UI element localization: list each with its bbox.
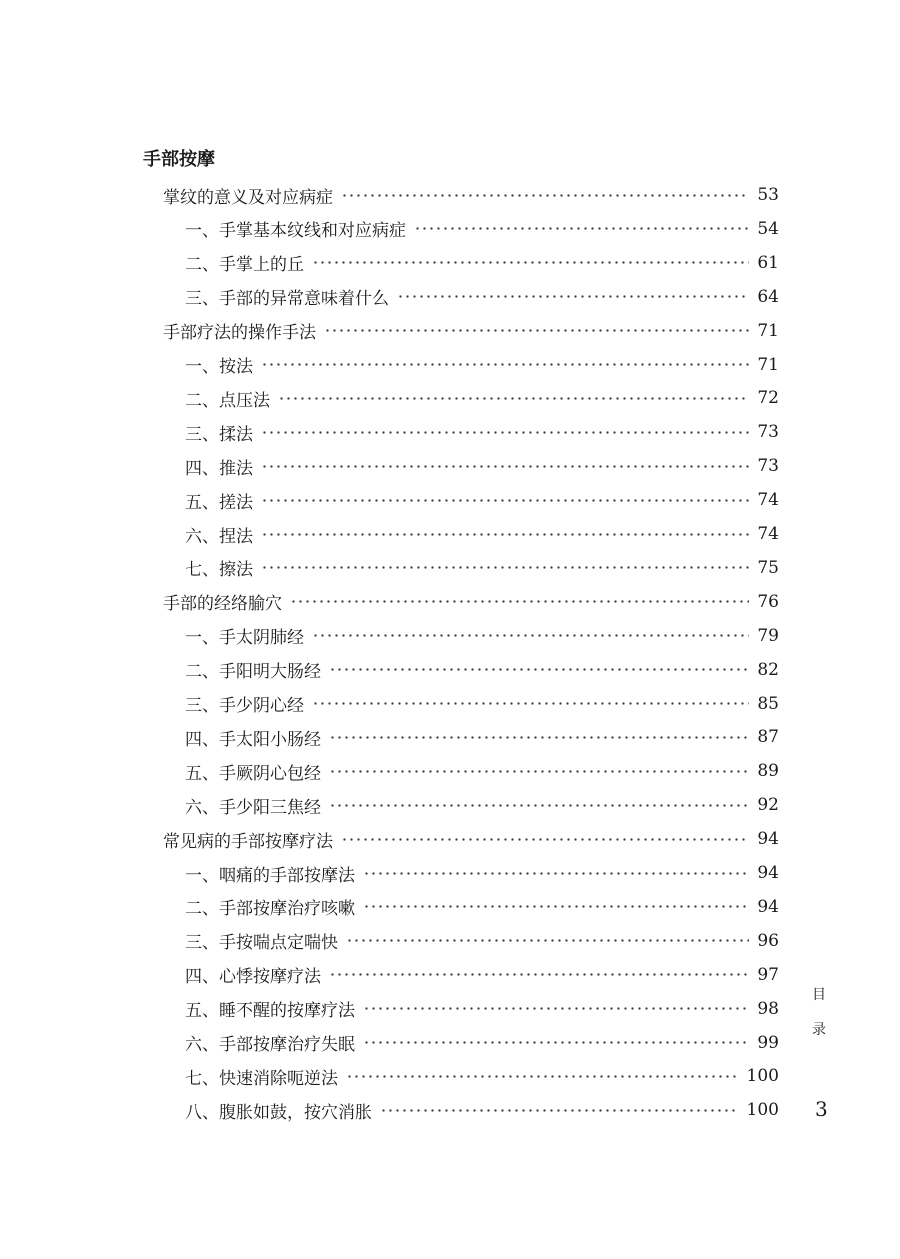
toc-entry-title: 一、手太阴肺经 [185,628,304,649]
dot-leader [312,261,749,264]
toc-entry-page: 74 [757,524,779,544]
dot-leader [278,397,749,400]
toc-entry-page: 73 [757,422,779,443]
toc-sub-entry[interactable] [185,1028,779,1058]
toc-entry-page: 94 [757,829,779,850]
toc-entry-title: 七、快速消除呃逆法 [185,1068,338,1089]
toc-entry-page: 87 [757,727,779,748]
dot-leader [341,194,749,197]
toc-sub-entry[interactable] [185,519,779,549]
toc-entry-title: 常见病的手部按摩疗法 [163,831,333,852]
toc-entry-page: 79 [757,625,779,646]
toc-entry-page: 94 [757,896,779,917]
dot-leader [261,465,749,468]
dot-leader [329,973,749,976]
toc-chapter-entry[interactable] [163,587,779,617]
toc-sub-entry[interactable] [185,282,779,312]
toc-entry-page: 82 [757,659,779,680]
toc-entry-title: 手部的经络腧穴 [163,594,282,615]
dot-leader [261,566,749,569]
dot-leader [363,1007,749,1010]
dot-leader [329,770,749,773]
dot-leader [324,329,749,332]
toc-sub-entry[interactable] [185,350,779,380]
toc-entry-page: 71 [757,354,779,375]
toc-sub-entry[interactable] [185,655,779,685]
dot-leader [312,634,749,637]
toc-entry-title: 六、手部按摩治疗失眠 [185,1035,355,1055]
toc-entry-page: 92 [757,795,779,816]
toc-sub-entry[interactable] [185,926,779,956]
toc-sub-entry[interactable] [185,790,779,820]
toc-sub-entry[interactable] [185,417,779,447]
toc-entry-title: 一、按法 [185,357,253,377]
dot-leader [261,499,749,502]
toc-entry-page: 89 [757,761,779,782]
toc-entry-title: 五、手厥阴心包经 [185,763,321,784]
toc-entry-title: 五、搓法 [185,492,253,513]
toc-entry-title: 三、手少阴心经 [185,696,304,716]
toc-entry-title: 五、睡不醒的按摩疗法 [185,1001,355,1022]
toc-entry-title: 二、手阳明大肠经 [185,662,321,683]
toc-chapter-entry[interactable] [163,824,779,854]
dot-leader [363,1041,749,1044]
dot-leader [261,363,749,366]
toc-entry-title: 手部疗法的操作手法 [163,323,316,344]
toc-entry-page: 53 [757,185,779,205]
dot-leader [261,533,749,536]
page-number: 3 [815,1097,828,1121]
toc-entry-title: 八、腹胀如鼓，按穴消胀 [185,1102,372,1123]
section-title: 手部按摩 [143,149,215,170]
dot-leader [329,736,749,739]
dot-leader [341,838,749,841]
toc-entry-title: 三、手部的异常意味着什么 [185,289,389,310]
toc-entry-page: 61 [757,252,779,273]
toc-entry-page: 72 [757,388,779,409]
toc-sub-entry[interactable] [185,858,779,888]
toc-entry-title: 二、点压法 [185,390,270,411]
toc-entry-title: 四、手太阳小肠经 [185,729,321,750]
toc-entry-page: 85 [757,693,779,714]
toc-entry-page: 100 [746,1066,779,1087]
toc-entry-page: 98 [757,998,779,1019]
toc-entry-page: 64 [757,286,779,307]
toc-entry-page: 100 [746,1100,779,1121]
dot-leader [380,1109,739,1112]
toc-entry-title: 三、手按喘点定喘快 [185,933,338,954]
toc-entry-title: 四、心悸按摩疗法 [185,967,321,988]
toc-sub-entry[interactable] [185,553,779,583]
toc-entry-title: 三、揉法 [185,424,253,445]
toc-entry-title: 二、手部按摩治疗咳嗽 [185,899,355,920]
dot-leader [261,431,749,434]
toc-entry-page: 54 [757,218,779,239]
toc-sub-entry[interactable] [185,451,779,481]
toc-entry-page: 71 [757,320,779,341]
dot-leader [346,939,749,942]
toc-entry-title: 四、推法 [185,458,253,479]
toc-sub-entry[interactable] [185,722,779,752]
toc-entry-title: 掌纹的意义及对应病症 [163,187,333,208]
toc-sub-entry[interactable] [185,994,779,1024]
dot-leader [312,702,749,705]
toc-entry-title: 一、咽痛的手部按摩法 [185,865,355,886]
dot-leader [346,1075,739,1078]
toc-sub-entry[interactable] [185,960,779,990]
toc-entry-page: 99 [757,1032,779,1053]
dot-leader [363,872,749,875]
toc-sub-entry[interactable] [185,248,779,278]
dot-leader [329,804,749,807]
toc-chapter-entry[interactable] [163,180,779,210]
toc-entry-page: 73 [757,456,779,477]
toc-entry-page: 75 [757,557,779,578]
toc-sub-entry[interactable] [185,689,779,719]
toc-entry-title: 七、擦法 [185,560,253,581]
toc-entry-title: 六、手少阳三焦经 [185,797,321,818]
toc-sub-entry[interactable] [185,214,779,244]
toc-entry-title: 二、手掌上的丘 [185,255,304,276]
toc-sub-entry[interactable] [185,621,779,651]
toc-entry-page: 97 [757,964,779,985]
toc-chapter-entry[interactable] [163,316,779,346]
toc-sub-entry[interactable] [185,756,779,786]
toc-sub-entry[interactable] [185,1061,779,1091]
toc-sub-entry[interactable] [185,1095,779,1125]
dot-leader [290,600,749,603]
toc-entry-page: 76 [757,591,779,612]
toc-entry-title: 一、手掌基本纹线和对应病症 [185,221,406,242]
side-label-char-2: 录 [812,1022,826,1038]
toc-sub-entry[interactable] [185,383,779,413]
dot-leader [363,905,749,908]
dot-leader [414,227,749,230]
toc-entry-page: 94 [757,863,779,883]
toc-entry-page: 96 [757,930,779,951]
toc-sub-entry[interactable] [185,485,779,515]
toc-sub-entry[interactable] [185,892,779,922]
dot-leader [397,295,749,298]
toc-entry-page: 74 [757,490,779,511]
side-label-char-1: 目 [812,987,826,1003]
toc-entry-title: 六、捏法 [185,526,253,547]
dot-leader [329,668,749,671]
